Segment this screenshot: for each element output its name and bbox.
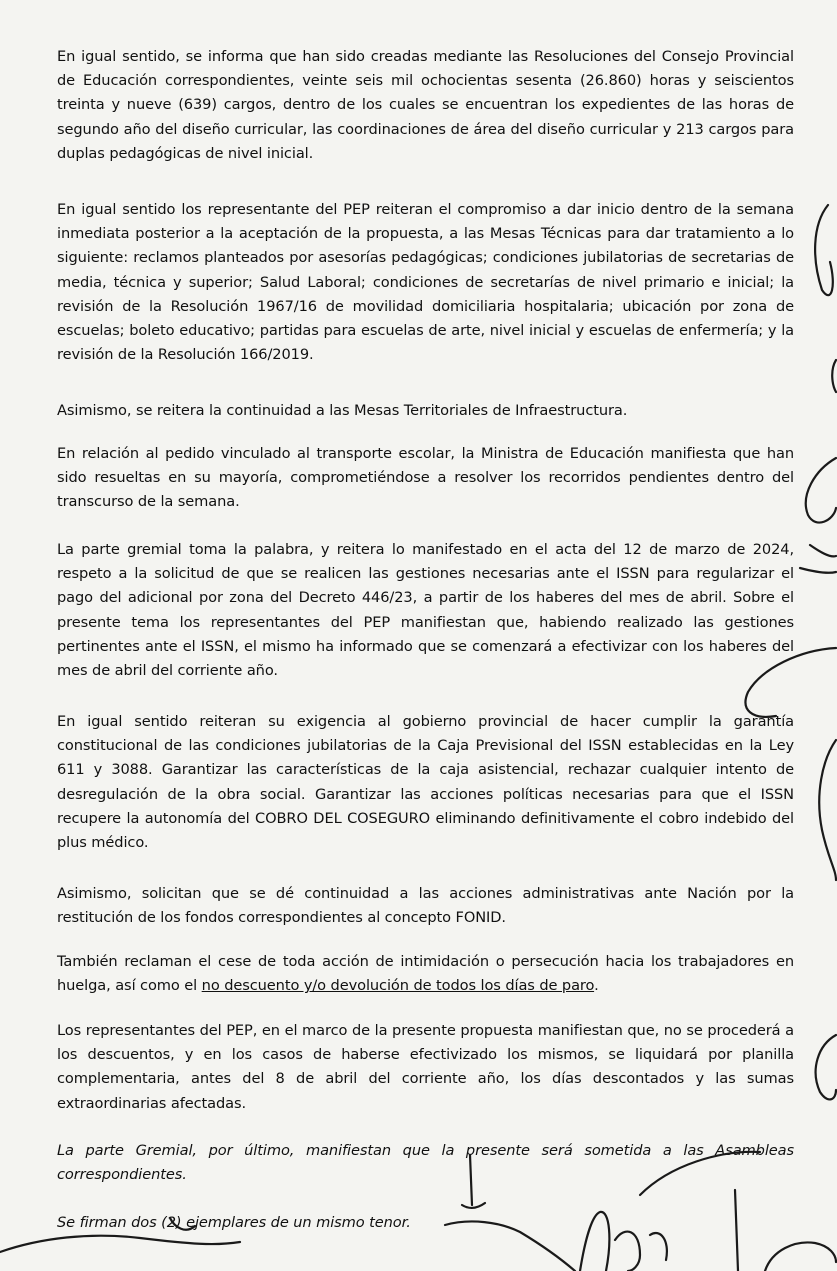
paragraph-text: En igual sentido, se informa que han sido creadas mediante las Resoluciones del Consejo Provincial de Educación correspondientes, veinte seis mil ochocientas sesenta (26.860) horas y seiscientos treinta y nueve (639) cargos, dentro de los cuales se encuentran los expedientes de las horas de segundo año del diseño curricular, las coordinaciones de área del diseño curricular y 213 cargos para duplas pedagógicas de nivel inicial. bbox=[57, 48, 794, 162]
margin-signature-1 bbox=[815, 205, 833, 295]
paragraph-asambleas bbox=[57, 1139, 794, 1187]
bottom-signature-7 bbox=[765, 1242, 836, 1271]
paragraph-text: En igual sentido reiteran su exigencia al gobierno provincial de hacer cumplir la garantía constitucional de las condiciones jubilatorias de la Caja Previsional del ISSN establecidas en la Ley 611 y 3088. Garantizar las características de la caja asistencial, rechazar cualquier intento de desregulación de la obra social. Garantizar las acciones políticas necesarias para que el ISSN recupere la autonomía del COBRO DEL COSEGURO eliminando definitivamente el cobro indebido del plus médico. bbox=[57, 713, 794, 852]
paragraph-transporte-escolar bbox=[57, 442, 794, 515]
margin-signature-6 bbox=[819, 740, 836, 880]
bottom-signature-2 bbox=[0, 1236, 240, 1252]
paragraph-ejemplares bbox=[57, 1211, 794, 1235]
paragraph-text-part: También reclaman el cese de toda acción de intimidación o persecución hacia los trabajadores en huelga, así como el bbox=[57, 953, 794, 995]
paragraph-text-part: . bbox=[594, 977, 599, 995]
paragraph-adicional-zona bbox=[57, 538, 794, 683]
paragraph-text: En igual sentido los representante del PEP reiteran el compromiso a dar inicio dentro de la semana inmediata posterior a la aceptación de la propuesta, a las Mesas Técnicas para dar tratamiento a lo siguiente: reclamos planteados por asesorías pedagógicas; condiciones jubilatorias de secretarias de media, técnica y superior; Salud Laboral; condiciones de secretarías de nivel primario e inicial; la revisión de la Resolución 1967/16 de movilidad domiciliaria hospitalaria; ubicación por zona de escuelas; boleto educativo; partidas para escuelas de arte, nivel inicial y escuelas de enfermería; y la revisión de la Resolución 166/2019. bbox=[57, 201, 794, 364]
paragraph-text: La parte Gremial, por último, manifiestan que la presente será sometida a las Asambleas correspondientes. bbox=[57, 1142, 794, 1184]
paragraph-text: Asimismo, se reitera la continuidad a las Mesas Territoriales de Infraestructura. bbox=[57, 402, 628, 419]
paragraph-mesas-tecnicas bbox=[57, 198, 794, 367]
paragraph-fonid bbox=[57, 882, 794, 930]
margin-signature-7 bbox=[816, 1035, 836, 1099]
margin-signature-2 bbox=[832, 360, 836, 392]
paragraph-text: En relación al pedido vinculado al transporte escolar, la Ministra de Educación manifiesta que han sido resueltas en su mayoría, comprometiéndose a resolver los recorridos pendientes dentro del transcurso de la semana. bbox=[57, 445, 794, 511]
paragraph-text: La parte gremial toma la palabra, y reitera lo manifestado en el acta del 12 de marzo de 2024, respeto a la solicitud de que se realicen las gestiones necesarias ante el ISSN para regularizar el pago del adicional por zona del Decreto 446/23, a partir de los haberes del mes de abril. Sobre el presente tema los representantes del PEP manifiestan que, habiendo realizado las gestiones pertinentes ante el ISSN, el mismo ha informado que se comenzará a efectivizar con los haberes del mes de abril del corriente año. bbox=[57, 541, 794, 680]
paragraph-persecucion bbox=[57, 950, 794, 998]
paragraph-text bbox=[57, 950, 794, 998]
margin-signature-4 bbox=[800, 545, 836, 573]
paragraph-text: Asimismo, solicitan que se dé continuidad a las acciones administrativas ante Nación por la restitución de los fondos correspondientes al concepto FONID. bbox=[57, 885, 794, 927]
margin-signature-3 bbox=[806, 458, 836, 523]
paragraph-caja-previsional bbox=[57, 710, 794, 855]
paragraph-text: Se firman dos (2) ejemplares de un mismo tenor. bbox=[57, 1214, 411, 1231]
underlined-text: no descuento y/o devolución de todos los días de paro bbox=[201, 977, 595, 995]
paragraph-mesas-territoriales bbox=[57, 399, 794, 423]
paragraph-resoluciones bbox=[57, 45, 794, 166]
paragraph-text: Los representantes del PEP, en el marco de la presente propuesta manifiestan que, no se procederá a los descuentos, y en los casos de haberse efectivizado los mismos, se liquidará por planilla complementaria, antes del 8 de abril del corriente año, los días descontados y las sumas extraordinarias afectadas. bbox=[57, 1022, 794, 1112]
paragraph-descuentos bbox=[57, 1019, 794, 1116]
